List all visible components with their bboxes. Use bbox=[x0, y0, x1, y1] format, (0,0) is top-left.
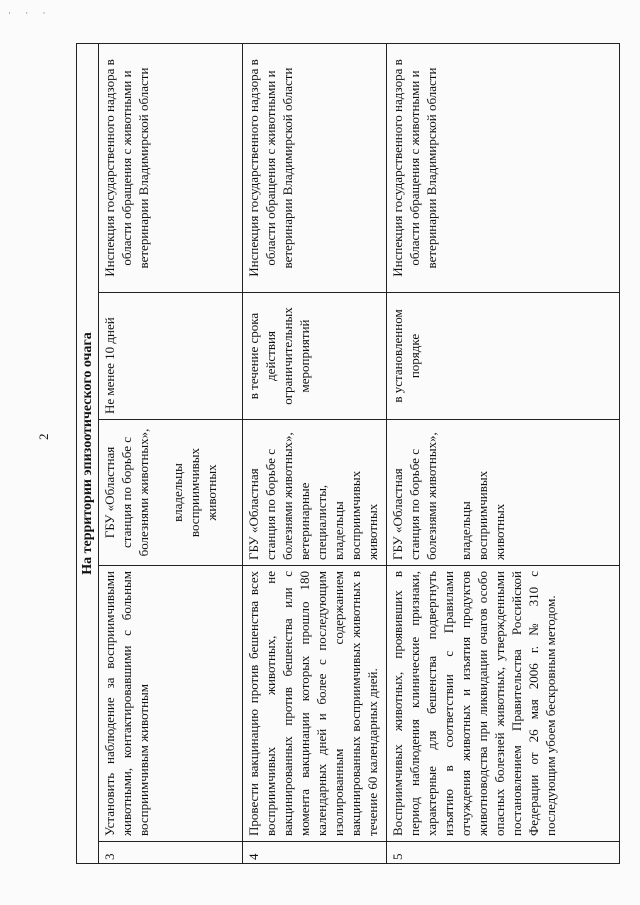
measure-cell: Установить наблюдение за восприимчивыми животными, контактировавшими с больным восприимчивым животным bbox=[99, 566, 243, 842]
measure-cell: Восприимчивых животных, проявивших в период наблюдения клинические признаки, характерные для бешенства подвергнуть изъятию в соответствии с Правилами отчуждения животных и изъятия продуктов животноводства при ликвидации очагов особо опасных болезней животных, утвержденными постановлением Правительства Российской Федерации от 26 мая 2006 г. № 310 с последующим убоем бескровным методом. bbox=[387, 566, 620, 842]
term-cell: в установленном порядке bbox=[387, 293, 620, 420]
section-heading-row bbox=[77, 43, 99, 863]
executors-cell bbox=[243, 420, 387, 566]
term-cell: Не менее 10 дней bbox=[99, 293, 243, 420]
row-number: 4 bbox=[243, 842, 387, 864]
executors-line-1: ГБУ «Областная станция по борьбе с болезнями животных», bbox=[390, 432, 439, 560]
executors-line-1: ГБУ «Областная станция по борьбе с болезнями животных», bbox=[102, 428, 151, 557]
executors-line-1: ГБУ «Областная станция по борьбе с болезнями животных», bbox=[246, 432, 295, 560]
table-row bbox=[243, 43, 387, 863]
executors-line-2: владельцы восприимчивых животных bbox=[458, 470, 507, 560]
term-cell: в течение срока действия ограничительных мероприятий bbox=[243, 293, 387, 420]
scan-specks: · · · bbox=[8, 8, 52, 18]
controller-cell: Инспекция государственного надзора в области обращения с животными и ветеринарии Владимирской области bbox=[99, 43, 243, 292]
page-number: 2 bbox=[36, 433, 51, 440]
measure-cell: Провести вакцинацию против бешенства всех восприимчивых животных, не вакцинированных против бешенства или с момента вакцинации которых прошло 180 календарных дней и более с последующим изолированным содержанием вакцинированных восприимчивых животных в течение 60 календарных дней. bbox=[243, 566, 387, 842]
executors-line-2: владельцы восприимчивых животных bbox=[170, 447, 219, 538]
table-row bbox=[387, 43, 620, 863]
row-number: 3 bbox=[99, 842, 243, 864]
executors-cell bbox=[387, 420, 620, 566]
controller-cell: Инспекция государственного надзора в области обращения с животными и ветеринарии Владимирской области bbox=[387, 43, 620, 292]
executors-cell bbox=[99, 420, 243, 566]
controller-cell: Инспекция государственного надзора в области обращения с животными и ветеринарии Владимирской области bbox=[243, 43, 387, 292]
table-row bbox=[99, 43, 243, 863]
row-number: 5 bbox=[387, 842, 620, 864]
rotated-table-container bbox=[76, 44, 620, 864]
measures-table bbox=[76, 43, 620, 864]
executors-line-2: ветеринарные специалисты, владельцы восприимчивых животных bbox=[297, 470, 380, 560]
section-heading: На территории эпизоотического очага bbox=[77, 43, 99, 863]
